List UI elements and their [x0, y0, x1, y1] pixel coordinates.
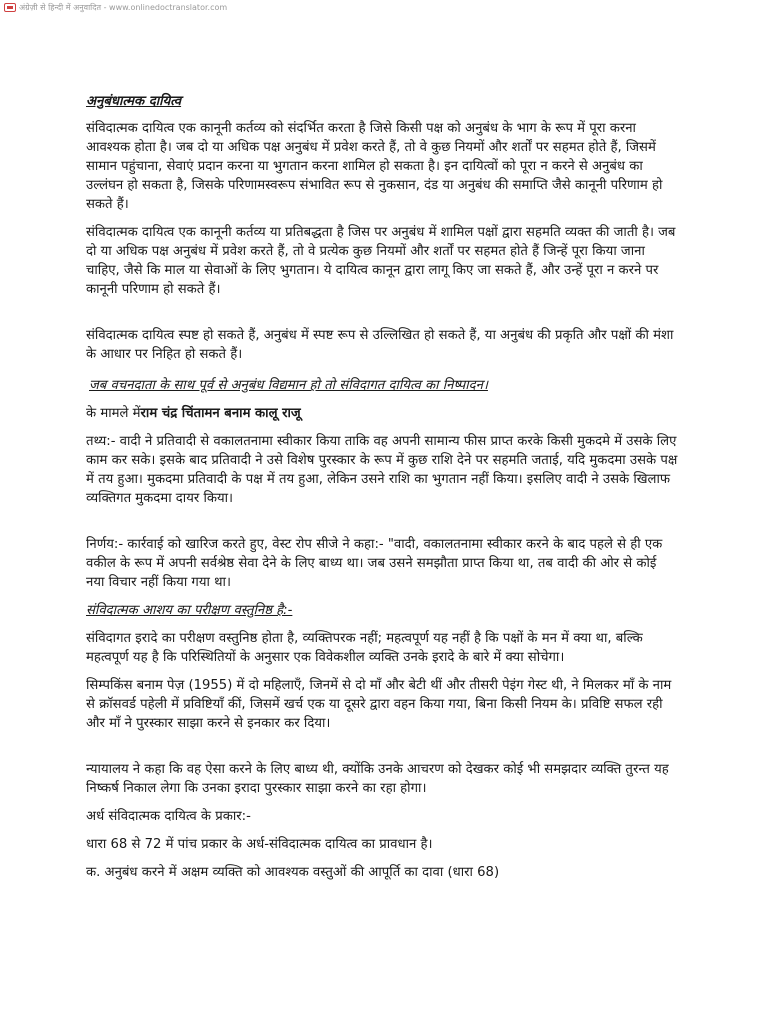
paragraph-decision: निर्णय:- कार्रवाई को खारिज करते हुए, वेस्ट रोप सीजे ने कहा:- "वादी, वकालतनामा स्वीकार करने के बाद पहले से ही एक वकील के रूप में अपनी सर्वश्रेष्ठ सेवा देने के लिए बाध्य था। जब उसने समझौता प्राप्त किया था, तब वादी की ओर से कोई नया विचार नहीं किया गया था।: [86, 537, 663, 590]
paragraph-facts: तथ्य:- वादी ने प्रतिवादी से वकालतनामा स्वीकार किया ताकि वह अपनी सामान्य फीस प्राप्त करके किसी मुकदमे में उसके लिए काम कर सके। इसके बाद प्रतिवादी ने उसे विशेष पुरस्कार के रूप में कुछ राशि देने पर सहमति जताई, यदि मुकदमा उसके पक्ष में तय हुआ। मुकदमा प्रतिवादी के पक्ष में तय हुआ, लेकिन उसने राशि का भुगतान नहीं किया। इसलिए वादी ने उसके खिलाफ व्यक्तिगत मुकदमा दायर किया।: [86, 434, 678, 506]
paragraph-intention: संविदागत इरादे का परीक्षण वस्तुनिष्ठ होता है, व्यक्तिपरक नहीं; महत्वपूर्ण यह नहीं है कि पक्षों के मन में क्या था, बल्कि महत्वपूर्ण यह है कि परिस्थितियों के अनुसार एक विवेकशील व्यक्ति उनके इरादे के बारे में क्या सोचेगा।: [86, 631, 643, 665]
paragraph-express-implied: संविदात्मक दायित्व स्पष्ट हो सकते हैं, अनुबंध में स्पष्ट रूप से उल्लिखित हो सकते हैं, या अनुबंध की प्रकृति और पक्षों की मंशा के आधार पर निहित हो सकते हैं।: [86, 328, 674, 362]
paragraph-quasi-types: अर्ध संविदात्मक दायित्व के प्रकार:-: [86, 809, 251, 824]
translator-watermark: [0, 0, 231, 14]
paragraph-definition-2: संविदात्मक दायित्व एक कानूनी कर्तव्य या प्रतिबद्धता है जिस पर अनुबंध में शामिल पक्षों द्वारा सहमति व्यक्त की जाती है। जब दो या अधिक पक्ष अनुबंध में प्रवेश करते हैं, तो वे प्रत्येक कुछ नियमों और शर्तों पर सहमत होते हैं जिन्हें पूरा किया जाना चाहिए, जैसे कि माल या सेवाओं के लिए भुगतान। ये दायित्व कानून द्वारा लागू किए जा सकते हैं, और उन्हें पूरा न करने पर कानूनी परिणाम हो सकते हैं।: [86, 225, 676, 297]
pdf-logo-icon: [4, 3, 16, 12]
paragraph-court-holding: न्यायालय ने कहा कि वह ऐसा करने के लिए बाध्य थी, क्योंकि उनके आचरण को देखकर कोई भी समझदार व्यक्ति तुरन्त यह निष्कर्ष निकाल लेगा कि उनका इरादा पुरस्कार साझा करने का रहा होगा।: [86, 762, 669, 796]
subheading-intention-test: संविदात्मक आशय का परीक्षण वस्तुनिष्ठ है:-: [86, 603, 293, 618]
case-name: राम चंद्र चिंतामन बनाम कालू राजू: [140, 406, 301, 421]
subheading-existing-contract: जब वचनदाता के साथ पूर्व से अनुबंध विद्यमान हो तो संविदागत दायित्व का निष्पादन।: [89, 378, 488, 393]
paragraph-definition-1: संविदात्मक दायित्व एक कानूनी कर्तव्य को संदर्भित करता है जिसे किसी पक्ष को अनुबंध के भाग के रूप में पूरा करना आवश्यक होता है। जब दो या अधिक पक्ष अनुबंध में प्रवेश करते हैं, तो वे कुछ नियमों और शर्तों पर सहमत होते हैं, जिसमें सामान पहुंचाना, सेवाएं प्रदान करना या भुगतान करना शामिल हो सकता है। इन दायित्वों को पूरा न करने से अनुबंध का उल्लंघन हो सकता है, जिसके परिणामस्वरूप संभावित रूप से नुकसान, दंड या अनुबंध की समाप्ति जैसे कानूनी परिणाम हो सकते हैं।: [86, 121, 663, 212]
section-heading: अनुबंधात्मक दायित्व: [86, 94, 182, 109]
case-prefix: के मामले में: [86, 406, 141, 421]
paragraph-sections: धारा 68 से 72 में पांच प्रकार के अर्ध-संविदात्मक दायित्व का प्रावधान है।: [86, 837, 433, 852]
paragraph-simpkins-case: सिम्पकिंस बनाम पेज़ (1955) में दो महिलाएँ, जिनमें से दो माँ और बेटी थीं और तीसरी पेइंग गेस्ट थी, ने मिलकर माँ के नाम से क्रॉसवर्ड पहेली में प्रविष्टियाँ कीं, जिसमें खर्च एक या दूसरे द्वारा वहन किया गया, बिना किसी नियम के। प्रविष्टि सफल रही और माँ ने पुरस्कार साझा करने से इनकार कर दिया।: [86, 678, 672, 731]
document-body: [86, 92, 678, 882]
watermark-text: अंग्रेज़ी से हिन्दी में अनुवादित - www.onlinedoctranslator.com: [19, 2, 228, 12]
case-reference: [86, 404, 678, 423]
paragraph-item-ka: क. अनुबंध करने में अक्षम व्यक्ति को आवश्यक वस्तुओं की आपूर्ति का दावा (धारा 68): [86, 865, 500, 880]
